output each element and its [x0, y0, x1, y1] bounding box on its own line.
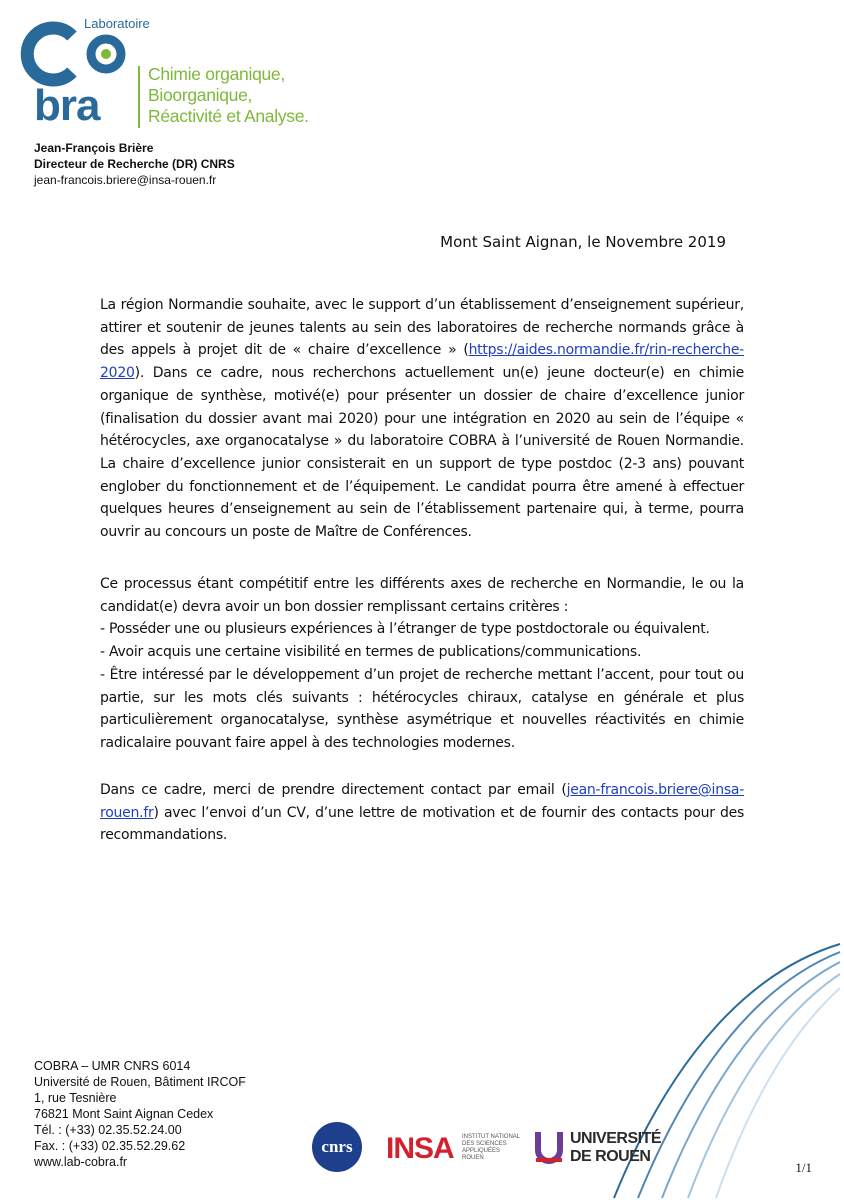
sender-title: Directeur de Recherche (DR) CNRS — [34, 157, 235, 171]
logo-lab-word: Laboratoire — [84, 16, 150, 31]
criteria-item-2: - Avoir acquis une certaine visibilité en termes de publications/communications. — [100, 644, 642, 661]
footer-line-6: Fax. : (+33) 02.35.52.29.62 — [34, 1139, 186, 1153]
tagline-line-1: Chimie organique, — [148, 64, 285, 84]
footer-line-5: Tél. : (+33) 02.35.52.24.00 — [34, 1123, 182, 1137]
cnrs-logo — [312, 1122, 362, 1172]
logo-o-dot — [101, 49, 111, 59]
letter-date: Mont Saint Aignan, le Novembre 2019 — [440, 233, 726, 251]
page-number: 1/1 — [795, 1160, 812, 1175]
sender-block — [34, 140, 235, 188]
criteria-item-3: - Être intéressé par le développement d’un projet de recherche mettant l’accent, pour tout ou partie, sur les mots clés suivants : hétérocycles chiraux, catalyse en générale et plus particulièrement organocatalyse, synthèse asymétrique et nouvelles réactivités en chimie radicalaire pouvant faire appel à des technologies modernes. — [100, 666, 744, 751]
footer-line-1: COBRA – UMR CNRS 6014 — [34, 1059, 191, 1073]
logo-tagline — [148, 64, 309, 127]
logo-bra-text: bra — [34, 81, 100, 124]
p3-text-post: ) avec l’envoi d’un CV, d’une lettre de motivation et de fournir des contacts pour des recommandations. — [100, 804, 744, 844]
footer-line-3: 1, rue Tesnière — [34, 1091, 117, 1105]
p3-text-pre: Dans ce cadre, merci de prendre directement contact par email ( — [100, 782, 567, 798]
univ-line-2: DE ROUEN — [570, 1148, 651, 1165]
sender-email: jean-francois.briere@insa-rouen.fr — [34, 173, 217, 187]
footer-line-7: www.lab-cobra.fr — [34, 1155, 128, 1169]
footer-line-4: 76821 Mont Saint Aignan Cedex — [34, 1107, 214, 1121]
p1-text-post: ). Dans ce cadre, nous recherchons actuellement un(e) jeune docteur(e) en chimie organique de synthèse, motivé(e) pour présenter un dossier de chaire d’excellence junior (finalisation du dossier avant mai 2020) pour une intégration en 2020 au sein de l’équipe « hétérocycles, axe organocatalyse » du laboratoire COBRA à l’université de Rouen Normandie. La chaire d’excellence junior consisterait en un support de type postdoc (2-3 ans) pouvant englober du fonctionnement et de l’équipement. Le candidat pourra être amené à effectuer quelques heures d’enseignement au sein de l’établissement partenaire qui, à terme, pourra ouvrir au concours un poste de Maître de Conférences. — [100, 365, 744, 541]
insa-logo-subtitle: INSTITUT NATIONAL DES SCIENCES APPLIQUÉES ROUEN — [462, 1134, 520, 1161]
insa-logo: INSA — [386, 1132, 454, 1165]
footer-line-2: Université de Rouen, Bâtiment IRCOF — [34, 1075, 246, 1089]
universite-rouen-mark-icon — [534, 1130, 564, 1164]
tagline-line-3: Réactivité et Analyse. — [148, 106, 309, 126]
p2-intro: Ce processus étant compétitif entre les différents axes de recherche en Normandie, le ou la candidat(e) devra avoir un bon dossier remplissant certains critères : — [100, 576, 744, 615]
p1-text-pre: La région Normandie souhaite, avec le support d’un établissement d’enseignement supérieur, attirer et soutenir de jeunes talents au sein des laboratoires de recherche normands grâce à des appels à projet dit de « chaire d’excellence » ( — [100, 297, 744, 359]
sender-name: Jean-François Brière — [34, 141, 154, 155]
contact-email-link[interactable]: jean-francois.briere@insa-rouen.fr — [100, 782, 744, 821]
tagline-line-2: Bioorganique, — [148, 85, 253, 105]
paragraph-3 — [100, 779, 744, 847]
footer-address — [34, 1058, 246, 1170]
paragraph-1 — [100, 294, 744, 544]
universite-rouen-logo — [570, 1130, 661, 1166]
logo-divider — [138, 66, 140, 128]
cobra-logo — [14, 14, 314, 124]
logo-c-shape — [27, 28, 72, 80]
cnrs-logo-text: cnrs — [321, 1137, 353, 1156]
univ-line-1: UNIVERSITÉ — [570, 1130, 662, 1147]
criteria-item-1: - Posséder une ou plusieurs expériences à l’étranger de type postdoctorale ou équivalent. — [100, 621, 710, 638]
normandie-link[interactable]: https://aides.normandie.fr/rin-recherche-2020 — [100, 342, 744, 382]
paragraph-2 — [100, 573, 744, 755]
